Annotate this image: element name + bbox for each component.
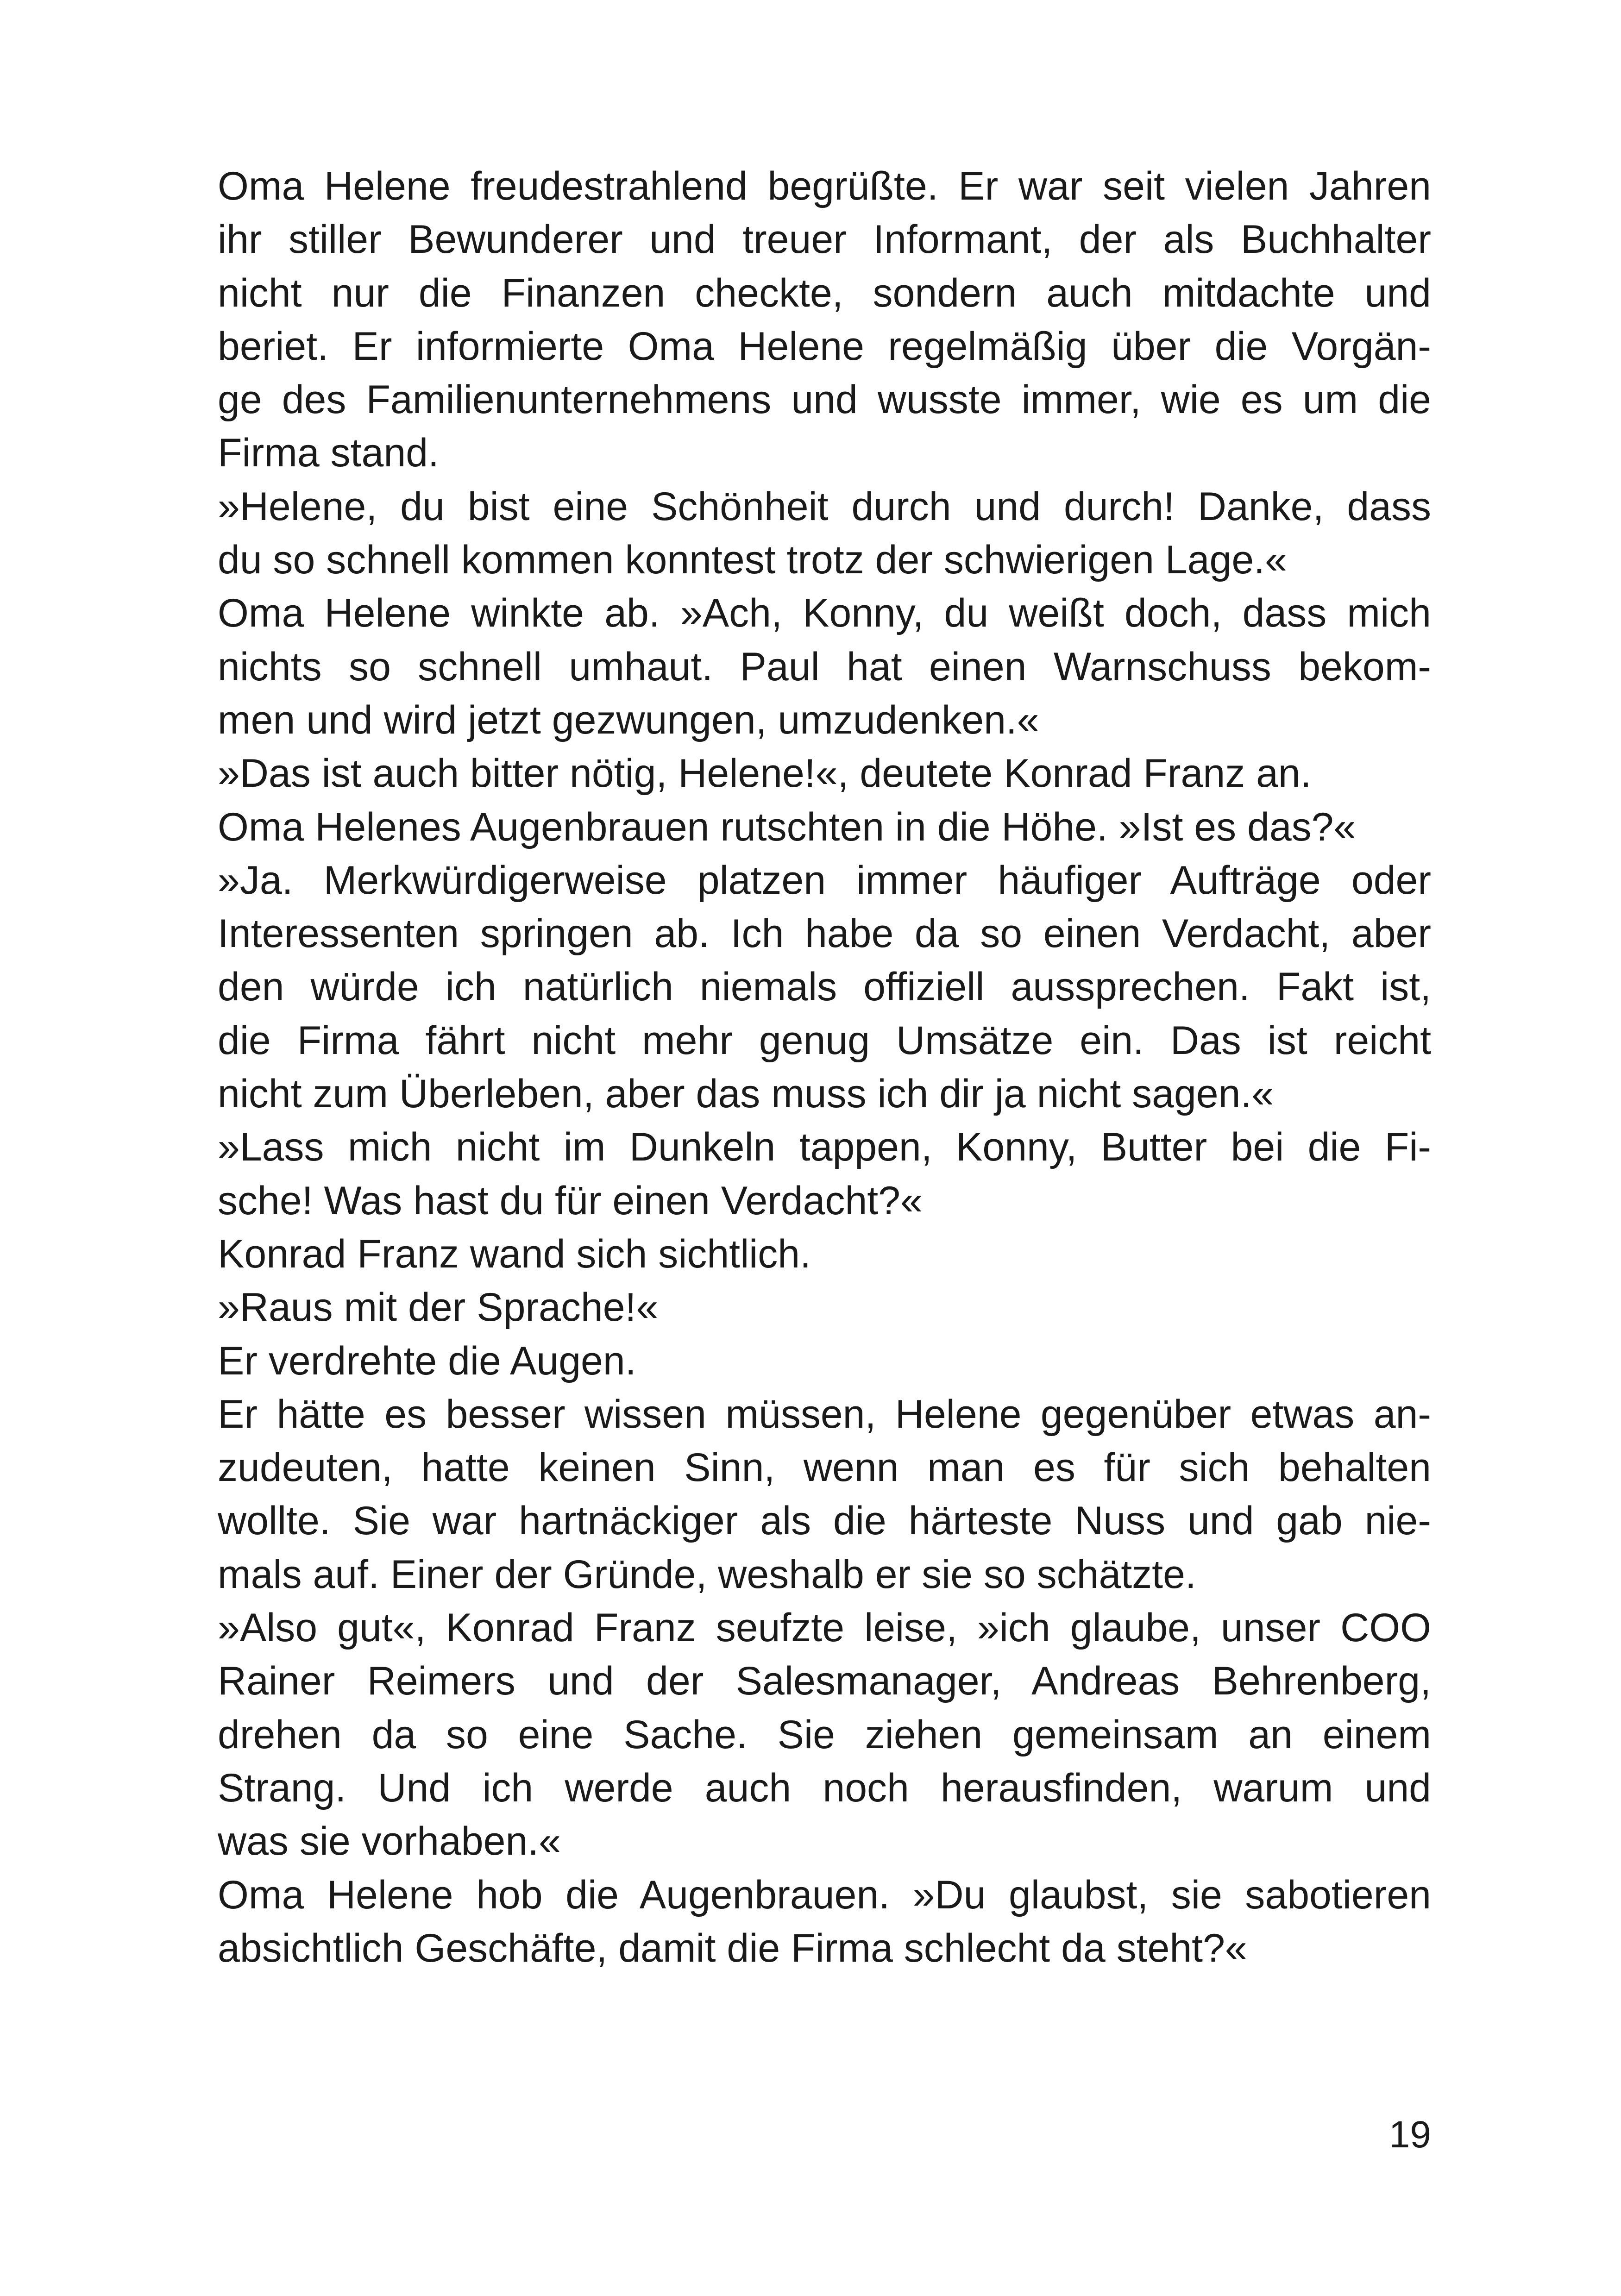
text-line: du so schnell kommen konntest trotz der schwierigen Lage.«: [218, 538, 1287, 583]
text-line: Firma stand.: [218, 431, 439, 476]
text-line: nicht zum Überleben, aber das muss ich dir ja nicht sagen.«: [218, 1072, 1274, 1117]
text-line: Oma Helenes Augenbrauen rutschten in die Höhe. »Ist es das?«: [218, 804, 1356, 849]
text-line: die Firma fährt nicht mehr genug Umsätze ein. Das ist reicht: [218, 1018, 1431, 1063]
text-line: »Also gut«, Konrad Franz seufzte leise, »ich glaube, unser COO: [218, 1606, 1431, 1650]
text-line: men und wird jetzt gezwungen, umzudenken.«: [218, 697, 1039, 742]
text-line: den würde ich natürlich niemals offiziell aussprechen. Fakt ist,: [218, 965, 1431, 1010]
text-line: nicht nur die Finanzen checkte, sondern auch mitdachte und: [218, 270, 1431, 315]
text-line: Er hätte es besser wissen müssen, Helene gegenüber etwas an-: [218, 1392, 1431, 1437]
text-line: absichtlich Geschäfte, damit die Firma schlecht da steht?«: [218, 1926, 1247, 1970]
text-line: »Raus mit der Sprache!«: [218, 1285, 659, 1330]
text-line: Interessenten springen ab. Ich habe da so einen Verdacht, aber: [218, 911, 1431, 956]
text-line: Strang. Und ich werde auch noch herausfinden, warum und: [218, 1765, 1431, 1810]
text-line: »Helene, du bist eine Schönheit durch und durch! Danke, dass: [218, 484, 1431, 529]
text-line: drehen da so eine Sache. Sie ziehen gemeinsam an einem: [218, 1712, 1431, 1757]
text-line: wollte. Sie war hartnäckiger als die härteste Nuss und gab nie-: [218, 1499, 1431, 1543]
text-line: ge des Familienunternehmens und wusste immer, wie es um die: [218, 377, 1431, 422]
text-line: Rainer Reimers und der Salesmanager, Andreas Behrenberg,: [218, 1659, 1431, 1704]
text-line: Konrad Franz wand sich sichtlich.: [218, 1231, 811, 1276]
text-line: »Das ist auch bitter nötig, Helene!«, deutete Konrad Franz an.: [218, 751, 1312, 796]
text-line: »Lass mich nicht im Dunkeln tappen, Konny, Butter bei die Fi-: [218, 1125, 1431, 1170]
text-line: Oma Helene hob die Augenbrauen. »Du glaubst, sie sabotieren: [218, 1872, 1431, 1917]
text-line: Oma Helene winkte ab. »Ach, Konny, du weißt doch, dass mich: [218, 591, 1431, 636]
text-line: ihr stiller Bewunderer und treuer Informant, der als Buchhalter: [218, 217, 1431, 262]
text-line: beriet. Er informierte Oma Helene regelmäßig über die Vorgän-: [218, 324, 1431, 369]
text-line: Er verdrehte die Augen.: [218, 1338, 636, 1383]
text-line: mals auf. Einer der Gründe, weshalb er sie so schätzte.: [218, 1552, 1196, 1597]
body-text: [218, 160, 1431, 1975]
text-line: zudeuten, hatte keinen Sinn, wenn man es für sich behalten: [218, 1445, 1431, 1490]
text-line: Oma Helene freudestrahlend begrüßte. Er war seit vielen Jahren: [218, 164, 1431, 208]
page-number: 19: [1389, 2114, 1431, 2156]
text-line: sche! Was hast du für einen Verdacht?«: [218, 1178, 923, 1223]
text-line: »Ja. Merkwürdigerweise platzen immer häufiger Aufträge oder: [218, 858, 1431, 903]
text-line: nichts so schnell umhaut. Paul hat einen Warnschuss bekom-: [218, 644, 1431, 689]
text-line: was sie vorhaben.«: [218, 1819, 561, 1864]
